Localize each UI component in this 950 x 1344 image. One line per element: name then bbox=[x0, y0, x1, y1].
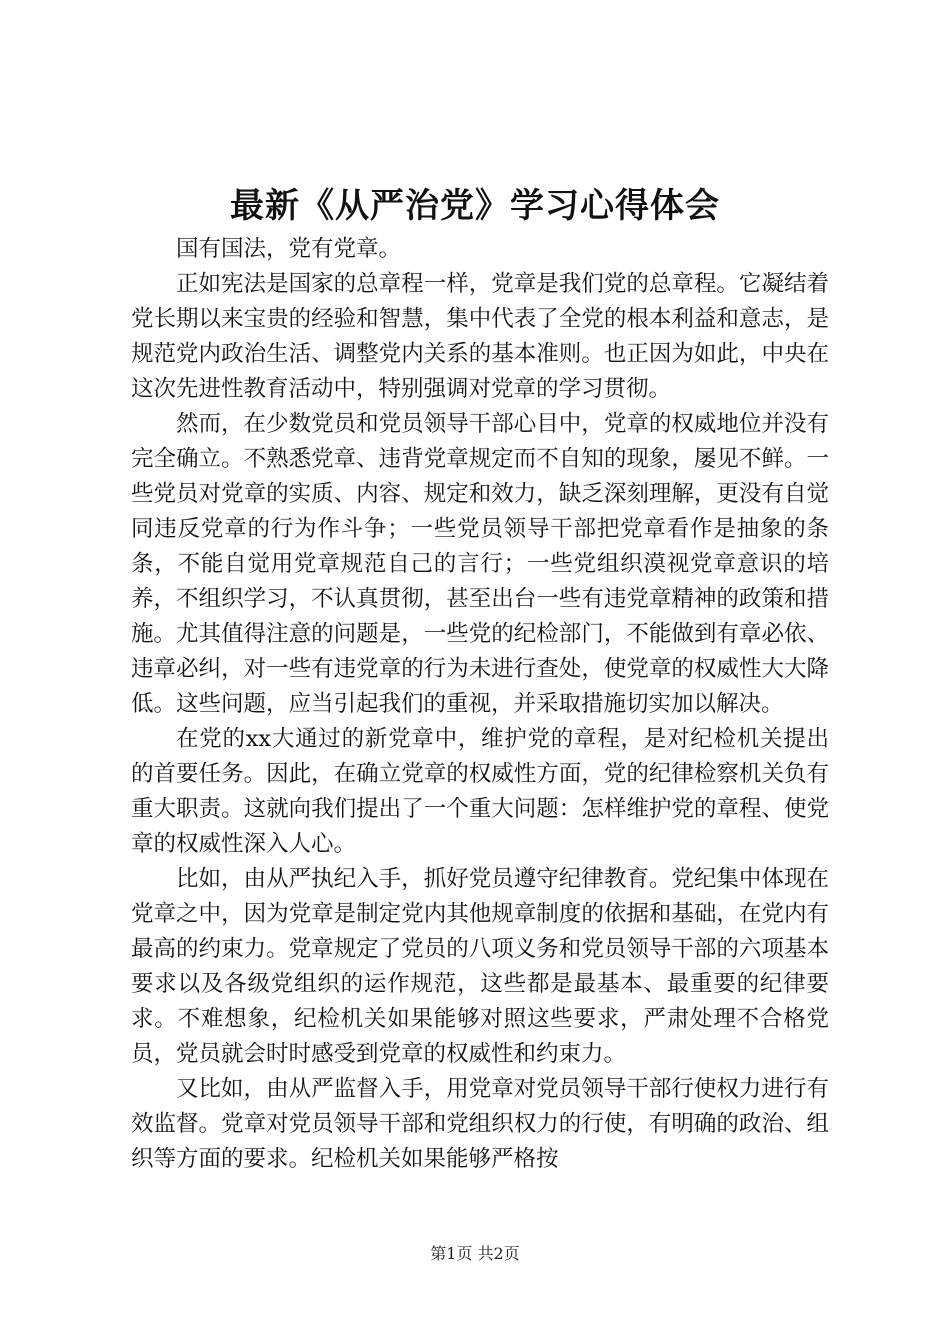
paragraph-6: 又比如，由从严监督入手，用党章对党员领导干部行使权力进行有效监督。党章对党员领导干部和党组织权力的行使，有明确的政治、组织等方面的要求。纪检机关如果能够严格按 bbox=[131, 1076, 829, 1172]
document-title: 最新《从严治党》学习心得体会 bbox=[230, 186, 720, 226]
paragraph-2: 正如宪法是国家的总章程一样，党章是我们党的总章程。它凝结着党长期以来宝贵的经验和智慧，集中代表了全党的根本利益和意志，是规范党内政治生活、调整党内关系的基本准则。也正因为如此，中央在这次先进性教育活动中，特别强调对党章的学习贯彻。 bbox=[131, 271, 829, 402]
page-number-footer: 第1页 共2页 bbox=[430, 1244, 520, 1263]
paragraph-3: 然而，在少数党员和党员领导干部心目中，党章的权威地位并没有完全确立。不熟悉党章、违背党章规定而不自知的现象，屡见不鲜。一些党员对党章的实质、内容、规定和效力，缺乏深刻理解，更没有自觉同违反党章的行为作斗争；一些党员领导干部把党章看作是抽象的条条，不能自觉用党章规范自己的言行；一些党组织漠视党章意识的培养，不组织学习，不认真贯彻，甚至出台一些有违党章精神的政策和措施。尤其值得注意的问题是，一些党的纪检部门，不能做到有章必依、违章必纠，对一些有违党章的行为未进行查处，使党章的权威性大大降低。这些问题，应当引起我们的重视，并采取措施切实加以解决。 bbox=[131, 411, 829, 717]
document-body bbox=[131, 232, 829, 1177]
paragraph-4: 在党的xx大通过的新党章中，维护党的章程，是对纪检机关提出的首要任务。因此，在确立党章的权威性方面，党的纪律检察机关负有重大职责。这就向我们提出了一个重大问题：怎样维护党的章程、使党章的权威性深入人心。 bbox=[131, 726, 829, 857]
paragraph-5: 比如，由从严执纪入手，抓好党员遵守纪律教育。党纪集中体现在党章之中，因为党章是制定党内其他规章制度的依据和基础，在党内有最高的约束力。党章规定了党员的八项义务和党员领导干部的六项基本要求以及各级党组织的运作规范，这些都是最基本、最重要的纪律要求。不难想象，纪检机关如果能够对照这些要求，严肃处理不合格党员，党员就会时时感受到党章的权威性和约束力。 bbox=[131, 866, 829, 1067]
paragraph-1: 国有国法，党有党章。 bbox=[176, 236, 402, 262]
